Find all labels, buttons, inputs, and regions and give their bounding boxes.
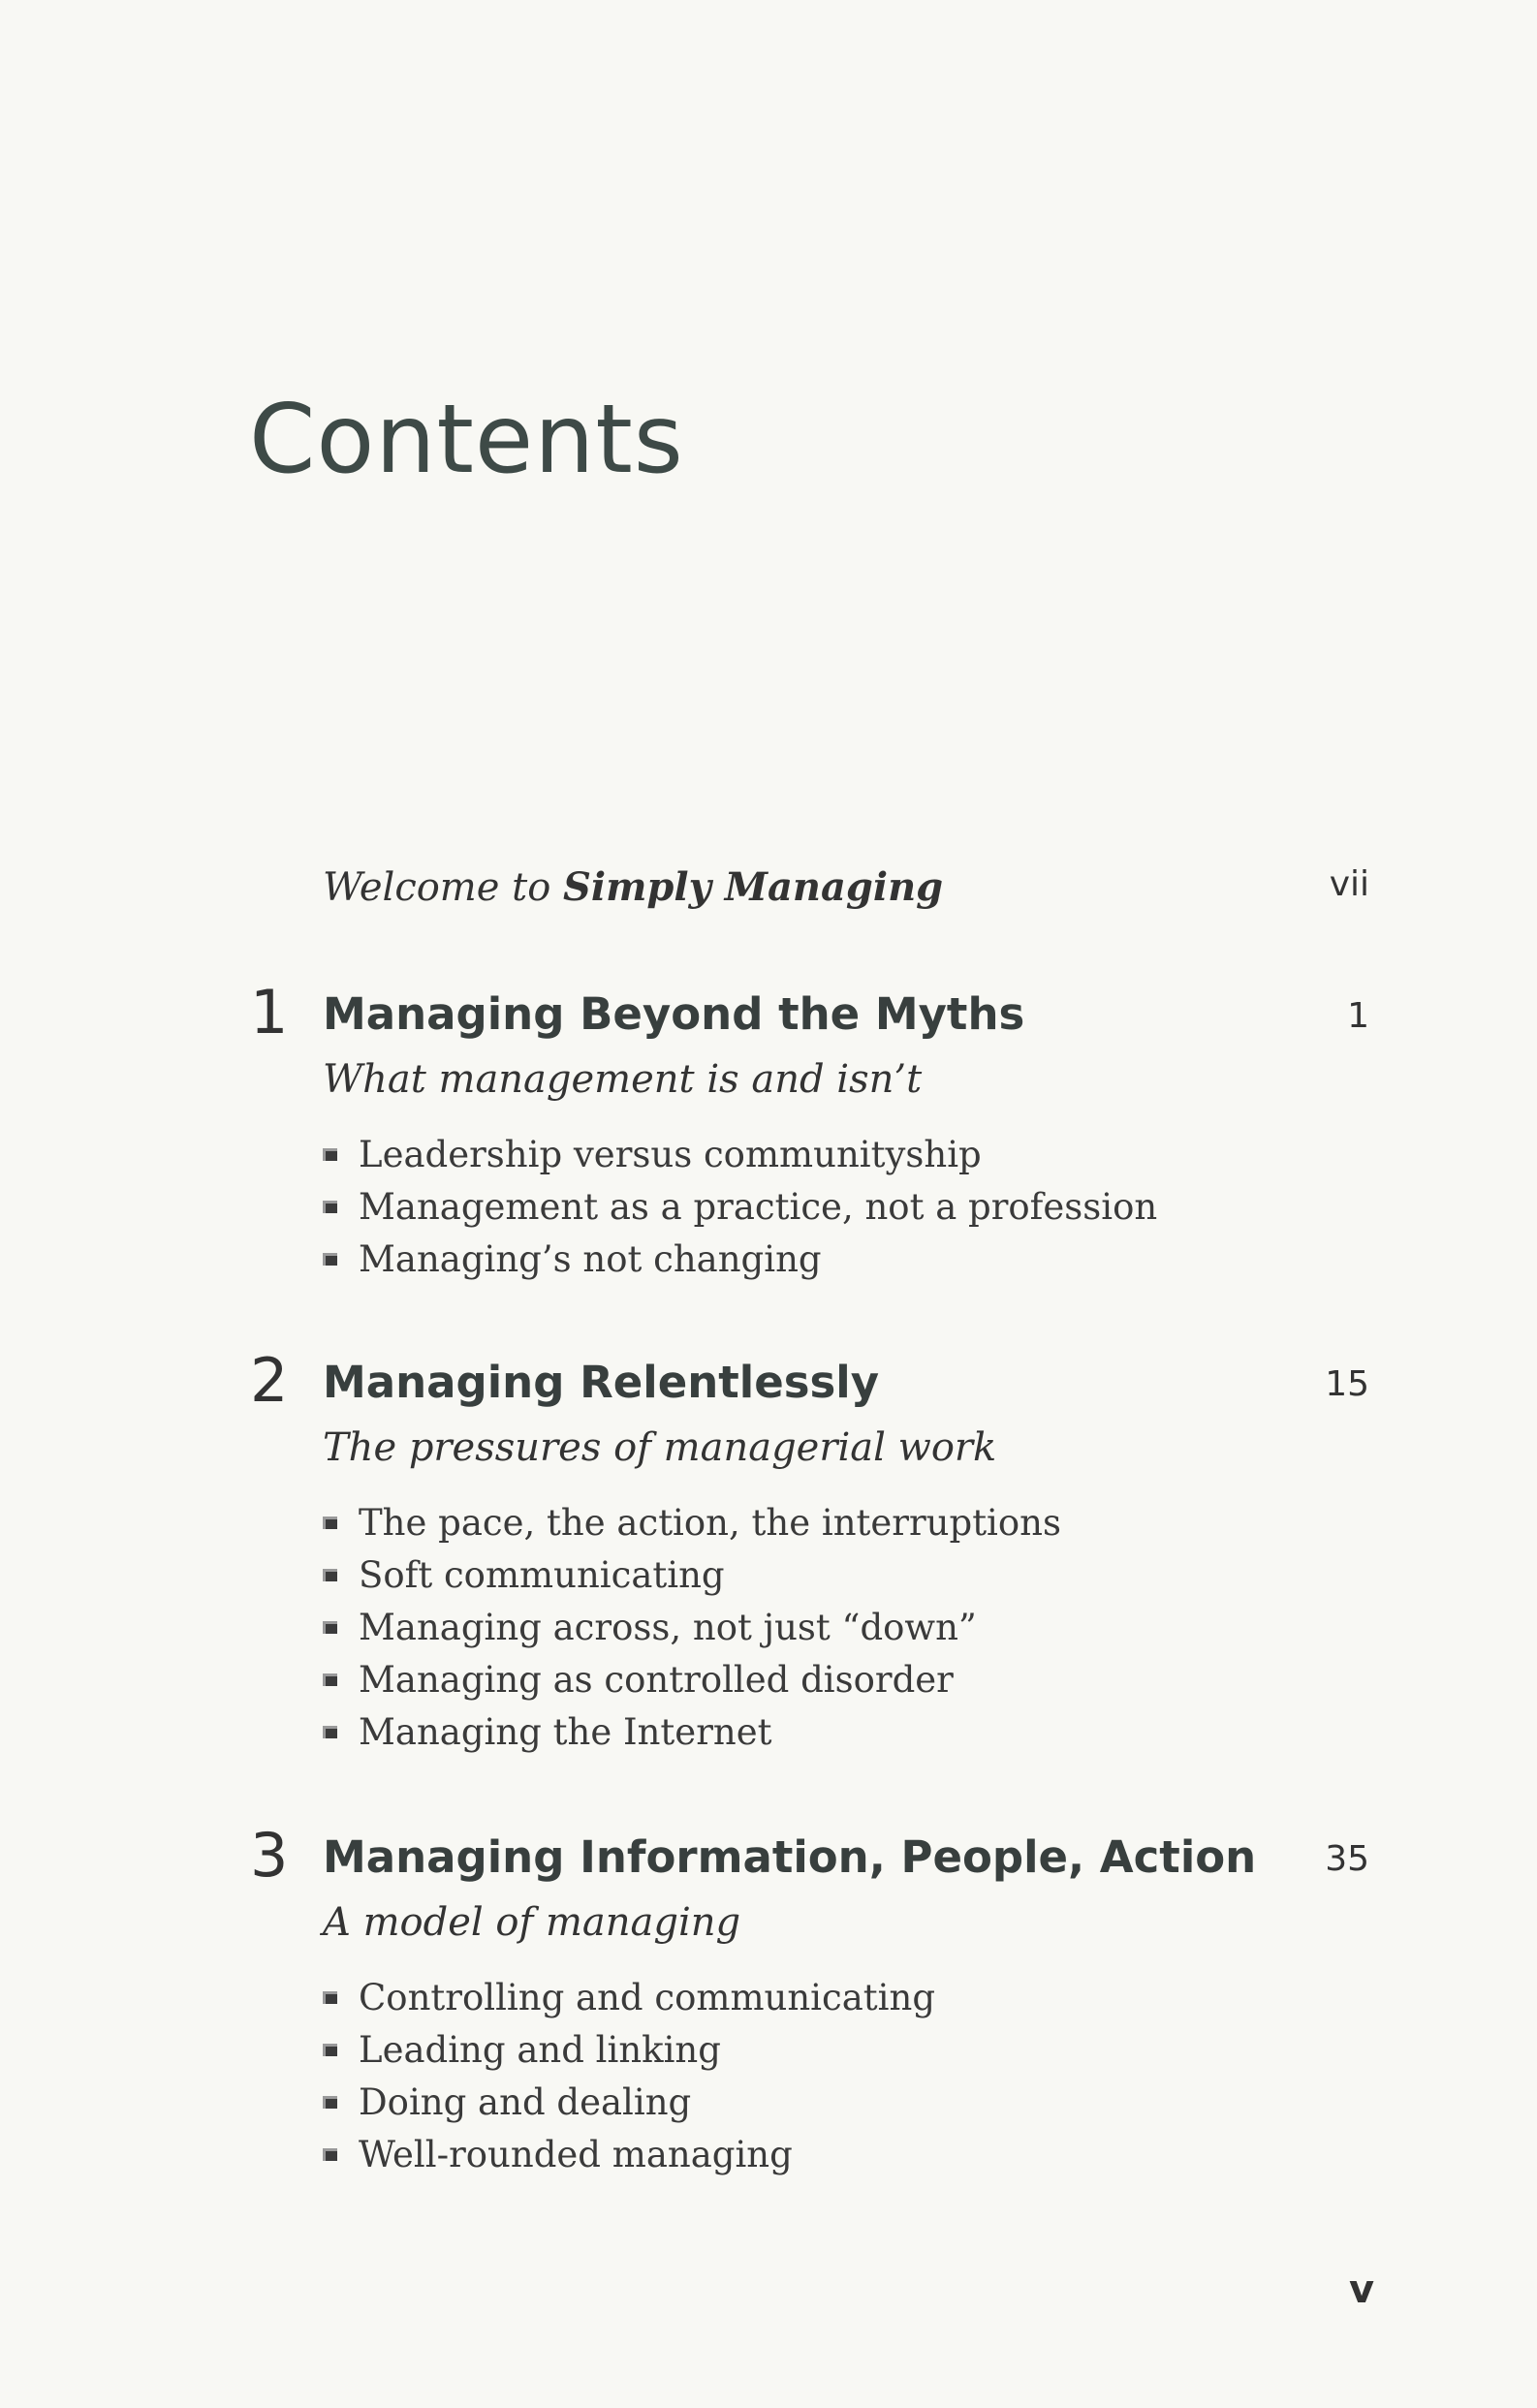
chapter-page-number: 35 [1325,1839,1369,1879]
topic-item [323,1233,1369,1285]
chapter-title: Managing Information, People, Action [323,1831,1257,1883]
topic-list [323,1496,1369,1758]
topic-item [323,1496,1369,1548]
topic-label: Managing as controlled disorder [359,1658,954,1701]
topic-label: Managing the Internet [359,1710,772,1753]
square-bullet-icon [323,2096,337,2109]
topic-label: Doing and dealing [359,2080,692,2123]
square-bullet-icon [323,1253,337,1266]
chapter-number: 3 [250,1820,289,1891]
chapter-subtitle: A model of managing [323,1900,741,1945]
topic-item [323,1971,1369,2023]
welcome-entry[interactable] [323,864,1369,923]
topic-item [323,2076,1369,2128]
topic-item [323,2128,1369,2180]
page-title: Contents [249,385,684,495]
welcome-prefix: Welcome to [323,865,563,910]
topic-item [323,1180,1369,1233]
square-bullet-icon [323,1673,337,1686]
chapter-subtitle: What management is and isn’t [323,1057,923,1102]
chapter-page-number: 15 [1325,1364,1369,1404]
topic-label: Controlling and communicating [359,1976,936,2018]
square-bullet-icon [323,1201,337,1213]
square-bullet-icon [323,1517,337,1529]
chapter-1-entry[interactable] [250,977,1369,1285]
topic-item [323,1548,1369,1601]
chapter-page-number: 1 [1347,996,1369,1036]
topic-label: Soft communicating [359,1553,725,1596]
topic-label: Managing across, not just “down” [359,1606,977,1648]
welcome-book-title: Simply Managing [563,864,944,910]
topic-label: Leading and linking [359,2028,721,2071]
square-bullet-icon [323,1621,337,1634]
page-folio: v [1349,2267,1375,2312]
chapter-title: Managing Beyond the Myths [323,988,1025,1040]
topic-item [323,1653,1369,1705]
topic-item [323,2023,1369,2076]
topic-item [323,1128,1369,1180]
topic-label: Well-rounded managing [359,2133,793,2175]
welcome-page-number: vii [1329,864,1369,904]
chapter-2-entry[interactable] [250,1345,1369,1758]
topic-list [323,1971,1369,2180]
topic-label: The pace, the action, the interruptions [359,1501,1061,1544]
topic-item [323,1601,1369,1653]
topic-label: Leadership versus communityship [359,1133,982,1175]
chapter-subtitle: The pressures of managerial work [323,1425,997,1470]
chapter-3-entry[interactable] [250,1820,1369,2180]
topic-label: Management as a practice, not a profession [359,1185,1158,1228]
square-bullet-icon [323,1148,337,1161]
square-bullet-icon [323,1569,337,1581]
square-bullet-icon [323,1726,337,1738]
square-bullet-icon [323,2044,337,2056]
topic-item [323,1705,1369,1758]
topic-label: Managing’s not changing [359,1237,822,1280]
square-bullet-icon [323,1991,337,2004]
topic-list [323,1128,1369,1285]
chapter-number: 1 [250,977,289,1048]
square-bullet-icon [323,2148,337,2161]
chapter-title: Managing Relentlessly [323,1357,880,1408]
chapter-number: 2 [250,1345,289,1416]
